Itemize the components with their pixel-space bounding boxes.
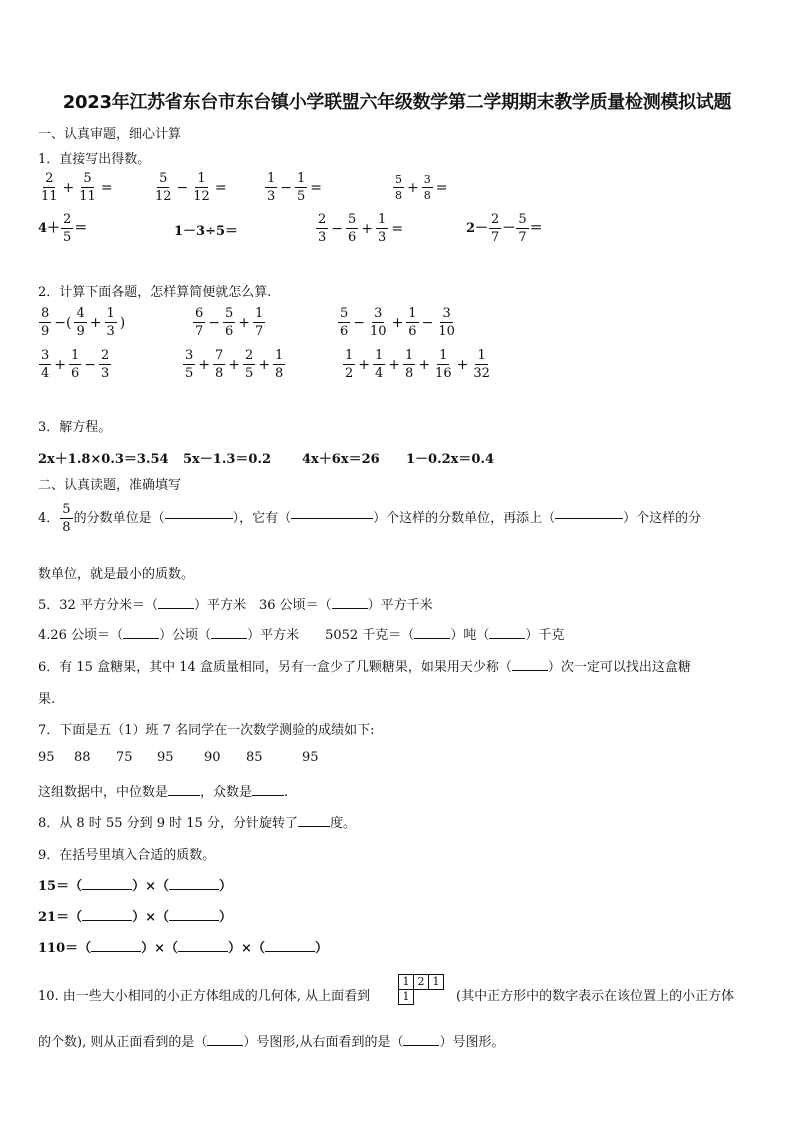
answer-blank[interactable]	[158, 608, 194, 609]
q2-expr-1: $\frac{8}{9}$ −( $\frac{4}{9}$ + $\frac{1}{3}$ )	[41, 306, 126, 339]
answer-blank[interactable]	[165, 518, 233, 519]
q10-line-1a: 10. 由一些大小相同的小正方体组成的几何体, 从上面看到	[38, 989, 371, 1004]
q7-line-3: 这组数据中，中位数是 ，众数是 .	[38, 785, 289, 800]
answer-blank[interactable]	[123, 638, 159, 639]
answer-blank[interactable]	[178, 951, 228, 952]
q3-equation-2: 5x－1.3＝0.2	[183, 452, 272, 467]
q4-line-1: 4． $\frac{5}{8}$ 的分数单位是（ ），它有（ ）个这样的分数单位，再添上（ ）个这样的分	[38, 502, 702, 535]
answer-blank[interactable]	[298, 826, 330, 827]
section-heading-1: 一、认真审题，细心计算	[38, 127, 182, 142]
page-title: 2023年江苏省东台市东台镇小学联盟六年级数学第二学期期末教学质量检测模拟试题	[62, 92, 732, 113]
answer-blank[interactable]	[82, 920, 132, 921]
answer-blank[interactable]	[168, 795, 200, 796]
q7-score: 85	[246, 750, 263, 765]
q1-expr-3: $\frac{1}{3}$ − $\frac{1}{5}$ =	[267, 171, 323, 204]
q2-expr-4: $\frac{3}{4}$ + $\frac{1}{6}$ − $\frac{2}{3}$	[41, 348, 110, 381]
q3-equation-1: 2x＋1.8×0.3＝3.54	[38, 452, 169, 467]
q1-expr-4: $\frac{5}{8}$ + $\frac{3}{8}$ =	[395, 173, 448, 202]
q9-row-3: 110＝（ ）×（ ）×（ ）	[38, 941, 328, 956]
q5-line-2: 4.26 公顷＝（ ）公顷（ ）平方米 5052 千克＝（ ）吨（ ）千克	[38, 628, 565, 643]
q9-row-2: 21＝（ ）×（ ）	[38, 910, 233, 925]
q7-label: 7．下面是五（1）班 7 名同学在一次数学测验的成绩如下:	[38, 723, 375, 738]
q3-label: 3．解方程。	[38, 420, 112, 435]
grid-cell: 1	[399, 990, 414, 1005]
q10-line-2: 的个数), 则从正面看到的是（ ）号图形,从右面看到的是（ ）号图形。	[38, 1035, 505, 1050]
answer-blank[interactable]	[211, 638, 247, 639]
q7-score: 95	[38, 750, 55, 765]
q5-line-1: 5．32 平方分米＝（ ）平方米 36 公顷＝（ ）平方千米	[38, 598, 433, 613]
answer-blank[interactable]	[555, 518, 623, 519]
q1-expr-2: $\frac{5}{12}$ − $\frac{1}{12}$ =	[155, 171, 227, 204]
answer-blank[interactable]	[169, 889, 219, 890]
q3-equation-4: 1－0.2x＝0.4	[406, 452, 495, 467]
answer-blank[interactable]	[91, 951, 141, 952]
q6-line-1: 6．有 15 盒糖果，其中 14 盒质量相同，另有一盒少了几颗糖果，如果用天少称（ ）次一定可以找出这盒糖	[38, 660, 691, 675]
answer-blank[interactable]	[512, 670, 548, 671]
q2-expr-5: $\frac{3}{5}$ + $\frac{7}{8}$ + $\frac{2}{5}$ + $\frac{1}{8}$	[185, 348, 284, 381]
answer-blank[interactable]	[207, 1045, 243, 1046]
section-heading-2: 二、认真读题，准确填写	[38, 478, 182, 493]
q1-expr-6: 1－3÷5＝	[174, 224, 239, 239]
q3-equation-3: 4x＋6x＝26	[302, 452, 380, 467]
q9-label: 9．在括号里填入合适的质数。	[38, 848, 216, 863]
top-view-grid	[398, 974, 444, 1005]
q7-score: 88	[74, 750, 91, 765]
answer-blank[interactable]	[169, 920, 219, 921]
answer-blank[interactable]	[414, 638, 450, 639]
q9-row-1: 15＝（ ）×（ ）	[38, 879, 233, 894]
q7-score: 75	[116, 750, 133, 765]
grid-cell: 1	[429, 975, 444, 990]
q1-expr-8: 2－ $\frac{2}{7}$ － $\frac{5}{7}$ ＝	[466, 212, 543, 245]
q7-score: 95	[302, 750, 319, 765]
q2-expr-2: $\frac{6}{7}$ − $\frac{5}{6}$ + $\frac{1}{7}$	[195, 306, 264, 339]
q6-line-2: 果.	[38, 692, 56, 707]
q2-expr-3: $\frac{5}{6}$ − $\frac{3}{10}$ + $\frac{1}{6}$ − $\frac{3}{10}$	[340, 306, 455, 339]
answer-blank[interactable]	[265, 951, 315, 952]
answer-blank[interactable]	[291, 518, 373, 519]
grid-cell: 1	[399, 975, 414, 990]
q7-score: 95	[157, 750, 174, 765]
q4-line-2: 数单位，就是最小的质数。	[38, 567, 195, 582]
answer-blank[interactable]	[489, 638, 525, 639]
q2-label: 2．计算下面各题，怎样算简便就怎么算.	[38, 285, 272, 300]
q1-expr-1: $\frac{2}{11}$ + $\frac{5}{11}$ =	[41, 171, 113, 204]
answer-blank[interactable]	[82, 889, 132, 890]
answer-blank[interactable]	[252, 795, 284, 796]
answer-blank[interactable]	[403, 1045, 439, 1046]
q1-label: 1．直接写出得数。	[38, 152, 151, 167]
q1-expr-7: $\frac{2}{3}$ − $\frac{5}{6}$ + $\frac{1}{3}$ =	[318, 212, 404, 245]
answer-blank[interactable]	[332, 608, 368, 609]
grid-cell: 2	[414, 975, 429, 990]
q8-line: 8．从 8 时 55 分到 9 时 15 分，分针旋转了 度。	[38, 816, 356, 831]
q1-expr-5: 4＋ $\frac{2}{5}$ ＝	[38, 212, 88, 245]
q2-expr-6: $\frac{1}{2}$ + $\frac{1}{4}$ + $\frac{1}{8}$ + $\frac{1}{16}$ + $\frac{1}{32}$	[345, 348, 490, 381]
q7-score: 90	[204, 750, 221, 765]
q10-line-1b: (其中正方形中的数字表示在该位置上的小正方体	[456, 989, 735, 1004]
